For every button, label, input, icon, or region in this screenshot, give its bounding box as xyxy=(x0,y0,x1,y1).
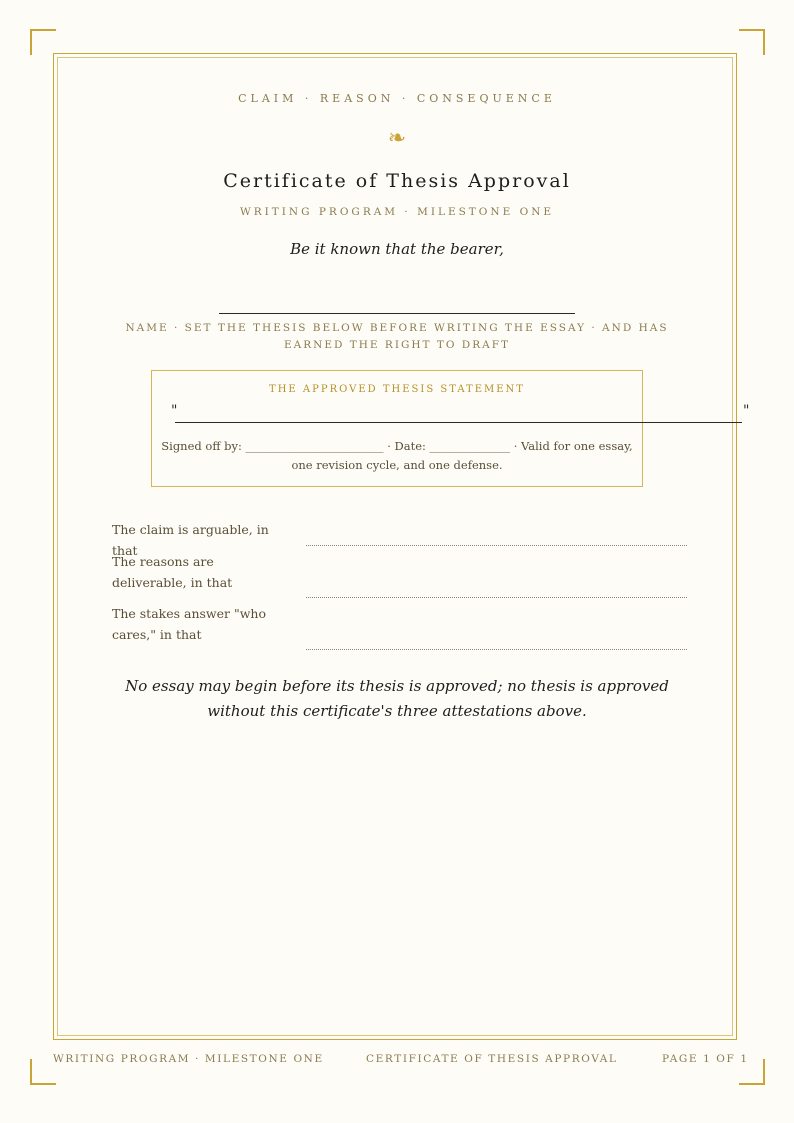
signoff-text: Signed off by: ________________________ · Date: ______________ · Valid for one essay, one revision cycle, and one defense. xyxy=(161,439,633,472)
thesis-heading: THE APPROVED THESIS STATEMENT xyxy=(269,384,525,395)
closing-statement: No essay may begin before its thesis is approved; no thesis is approved without this certificate's three attestations above. xyxy=(125,677,669,720)
footer-left: WRITING PROGRAM · MILESTONE ONE xyxy=(53,1053,324,1065)
name-caption: NAME · SET THE THESIS BELOW BEFORE WRITING THE ESSAY · AND HAS EARNED THE RIGHT TO DRAFT xyxy=(125,322,669,351)
kicker-text: CLAIM · REASON · CONSEQUENCE xyxy=(238,92,556,105)
name-blank-line[interactable] xyxy=(219,313,575,314)
attestation-stakes-line[interactable] xyxy=(306,649,687,650)
certificate-subtitle: WRITING PROGRAM · MILESTONE ONE xyxy=(239,206,555,218)
attestation-claim-label: The claim is arguable, in that xyxy=(112,522,269,558)
attestation-reasons-line[interactable] xyxy=(306,597,687,598)
bearer-line-text: Be it known that the bearer, xyxy=(290,240,504,258)
attestation-reasons-label: The reasons are deliverable, in that xyxy=(112,554,233,590)
corner-mark-top-left xyxy=(30,29,56,55)
corner-mark-top-right xyxy=(739,29,765,55)
attestation-stakes-label: The stakes answer "who cares," in that xyxy=(112,606,266,642)
opening-quote-mark: " xyxy=(171,403,178,419)
footer-page-number: PAGE 1 OF 1 xyxy=(662,1053,749,1065)
closing-quote-mark: " xyxy=(743,403,750,419)
footer-center: CERTIFICATE OF THESIS APPROVAL xyxy=(366,1053,618,1065)
attestation-claim-line[interactable] xyxy=(306,545,687,546)
certificate-title: Certificate of Thesis Approval xyxy=(223,170,571,192)
thesis-blank-line[interactable] xyxy=(175,422,742,423)
fleuron-icon: ❧ xyxy=(387,126,407,151)
